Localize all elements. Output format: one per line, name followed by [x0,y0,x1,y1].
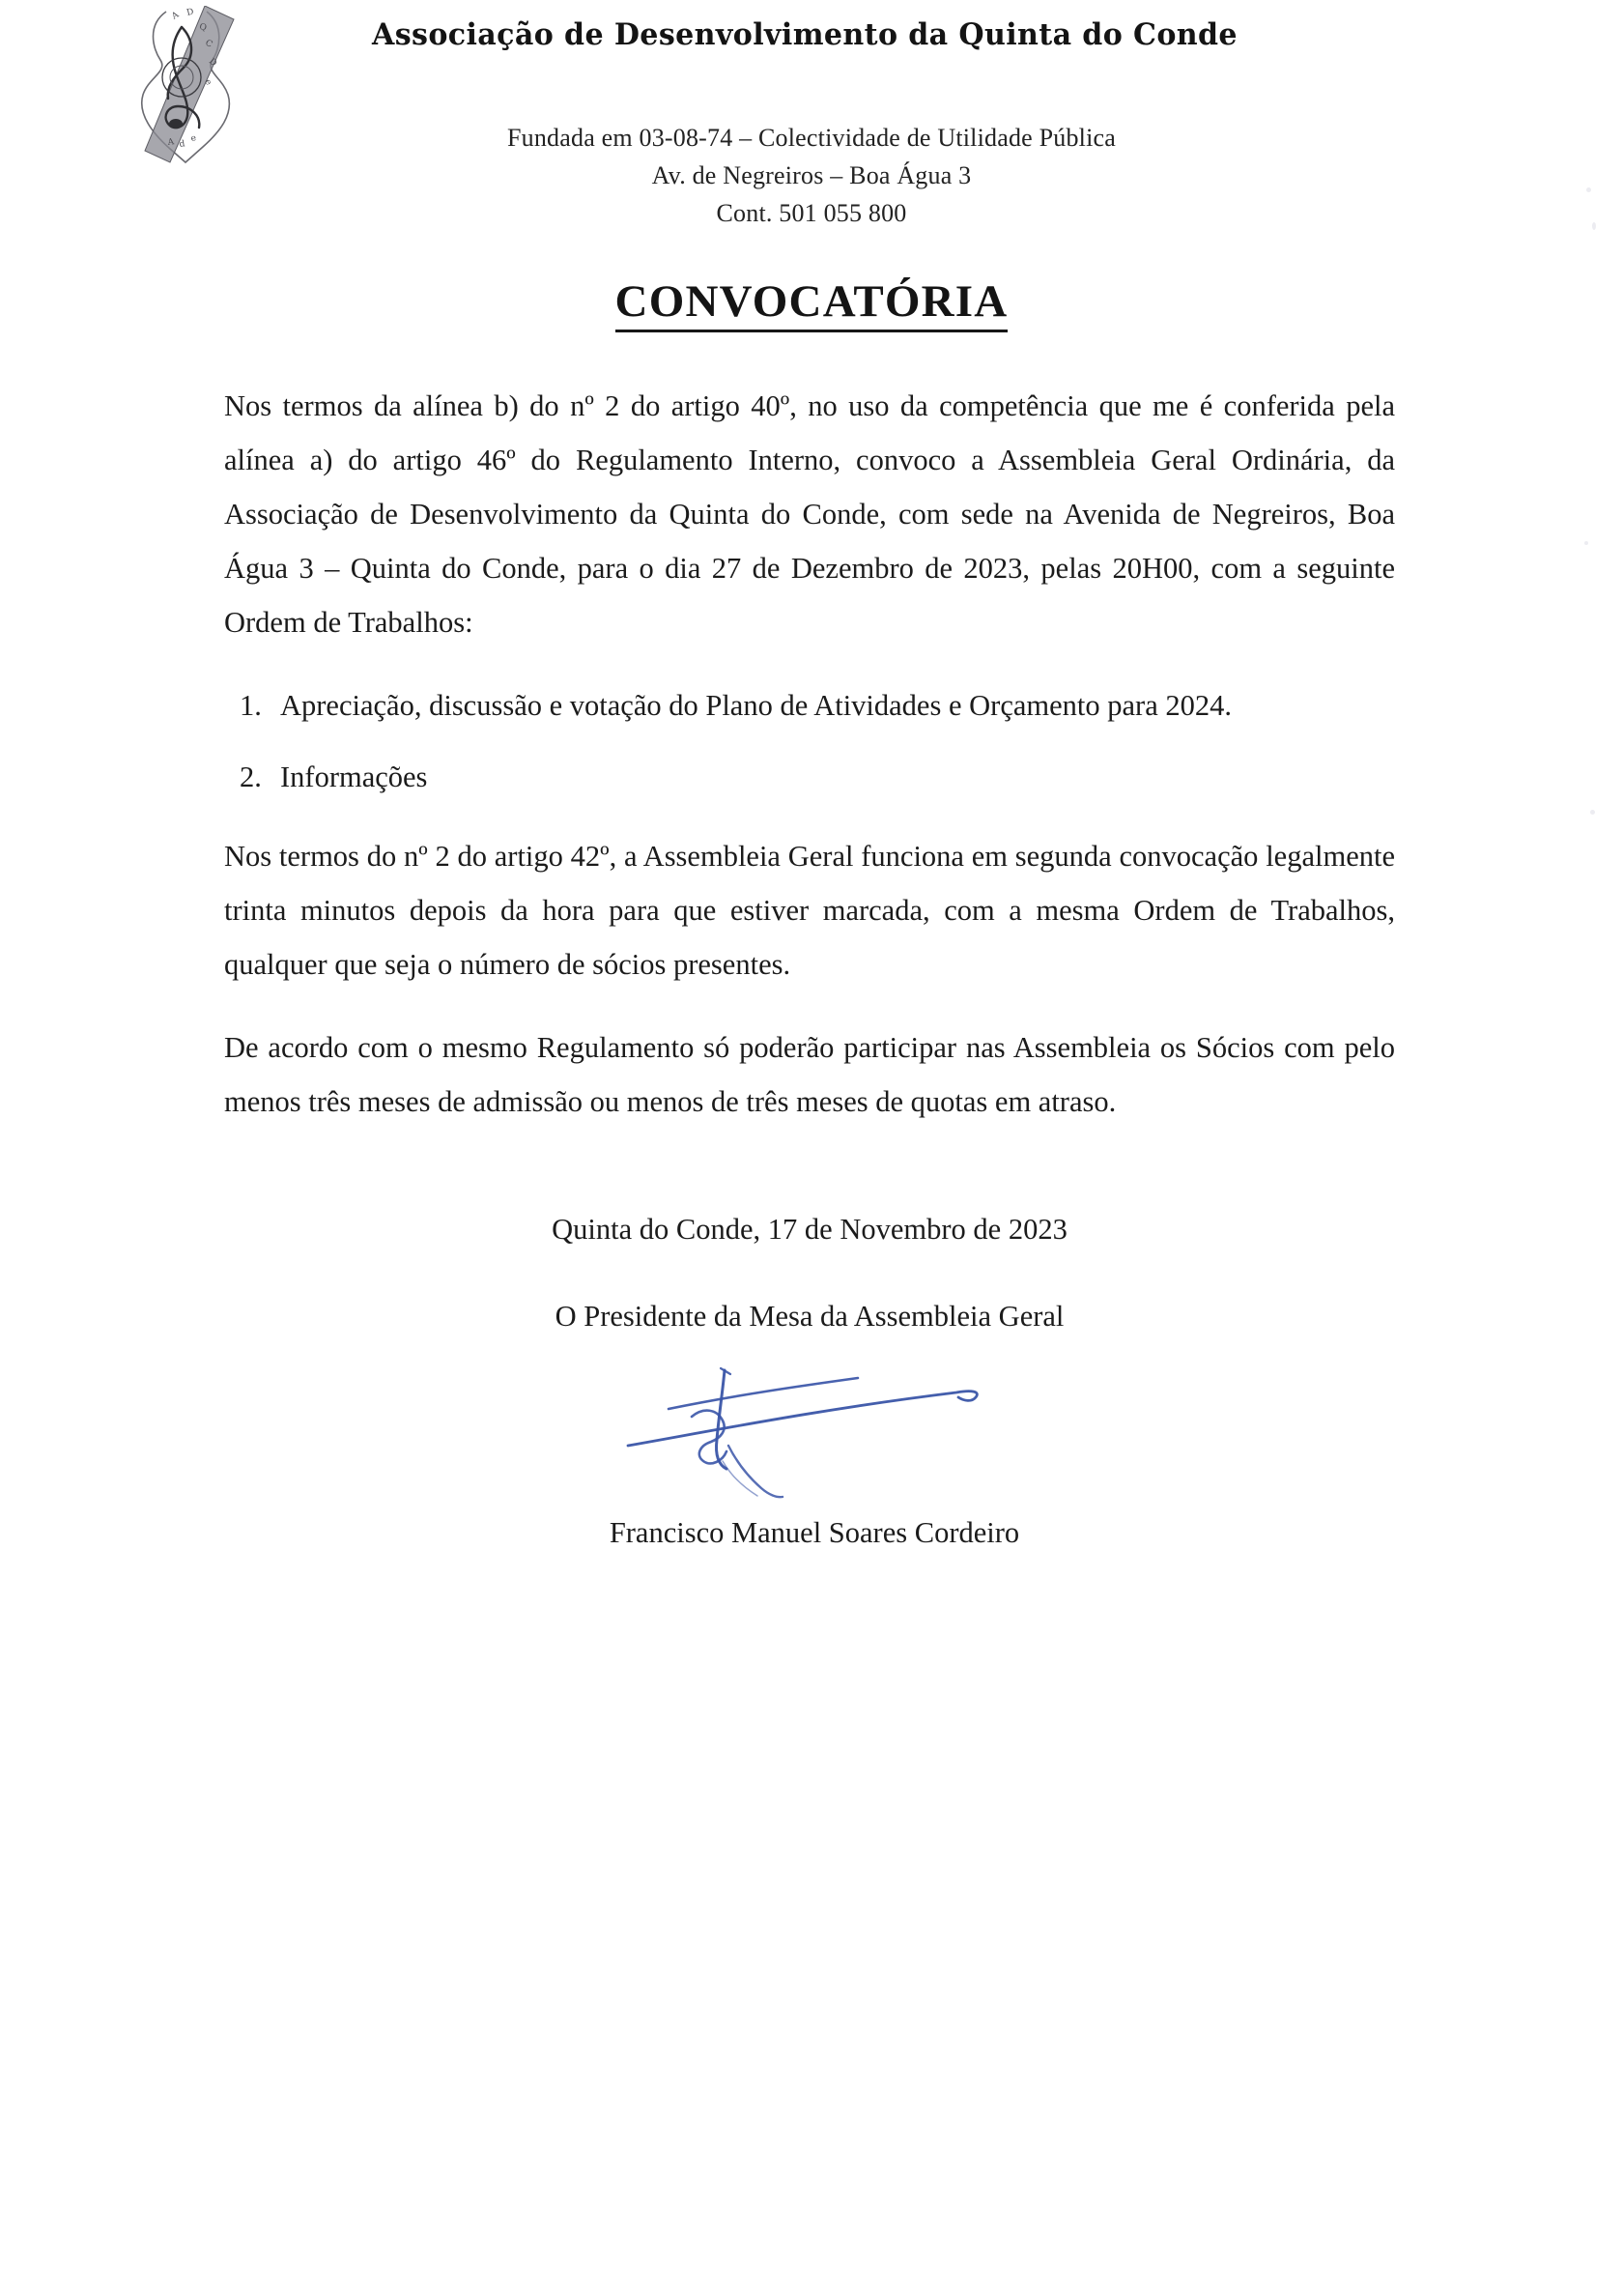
page-title-text: CONVOCATÓRIA [615,276,1009,332]
organization-name: Associação de Desenvolvimento da Quinta do Conde [372,17,1238,52]
scan-speck [1586,187,1591,192]
svg-text:d: d [179,139,186,150]
agenda-item: Informações [280,761,428,793]
handwritten-signature [599,1353,1014,1498]
scan-speck [1592,222,1596,230]
svg-text:A: A [167,137,175,148]
agenda-item: Apreciação, discussão e votação do Plano de Atividades e Orçamento para 2024. [280,689,1232,722]
spacer [224,1256,1395,1289]
paragraph-convocation: Nos termos da alínea b) do nº 2 do artigo 40º, no uso da competência que me é conferida pela alínea a) do artigo 46º do Regulamento Interno, convoco a Assembleia Geral Ordinária, da Associação de Desenvolvimento da Quinta do Conde, com sede na Avenida de Negreiros, Boa Água 3 – Quinta do Conde, para o dia 27 de Dezembro de 2023, pelas 20H00, com a seguinte Ordem de Trabalhos: [224,389,1395,639]
page-title [0,275,1623,328]
signatory-role: O Presidente da Mesa da Assembleia Geral [555,1300,1065,1333]
svg-text:e: e [202,77,214,88]
paragraph-second-convocation: Nos termos do nº 2 do artigo 42º, a Assembleia Geral funciona em segunda convocação legalmente trinta minutos depois da hora para que estiver marcada, com a mesma Ordem de Trabalhos, qualquer que seja o número de sócios presentes. [224,840,1395,981]
tax-number-line: Cont. 501 055 800 [716,199,907,227]
signature-block [224,1361,1395,1506]
signatory-name: Francisco Manuel Soares Cordeiro [609,1516,1020,1549]
svg-text:C: C [203,38,214,50]
place-and-date: Quinta do Conde, 17 de Novembro de 2023 [552,1213,1068,1246]
svg-text:e: e [190,133,197,144]
letterhead [0,0,1623,242]
scan-speck [1584,541,1588,545]
founded-line: Fundada em 03-08-74 – Colectividade de Utilidade Pública [507,124,1116,152]
paragraph-participation-rules: De acordo com o mesmo Regulamento só poderão participar nas Assembleia os Sócios com pelo menos três meses de admissão ou menos de três meses de quotas em atraso. [224,1031,1395,1118]
spacer [224,1158,1395,1202]
svg-text:D: D [206,56,219,70]
document-body [224,379,1395,1560]
svg-text:A: A [170,10,182,22]
agenda-list [224,678,1395,804]
svg-text:D: D [185,7,195,18]
scan-speck [1590,810,1595,815]
address-line: Av. de Negreiros – Boa Água 3 [651,161,972,189]
svg-text:Q: Q [198,22,208,34]
